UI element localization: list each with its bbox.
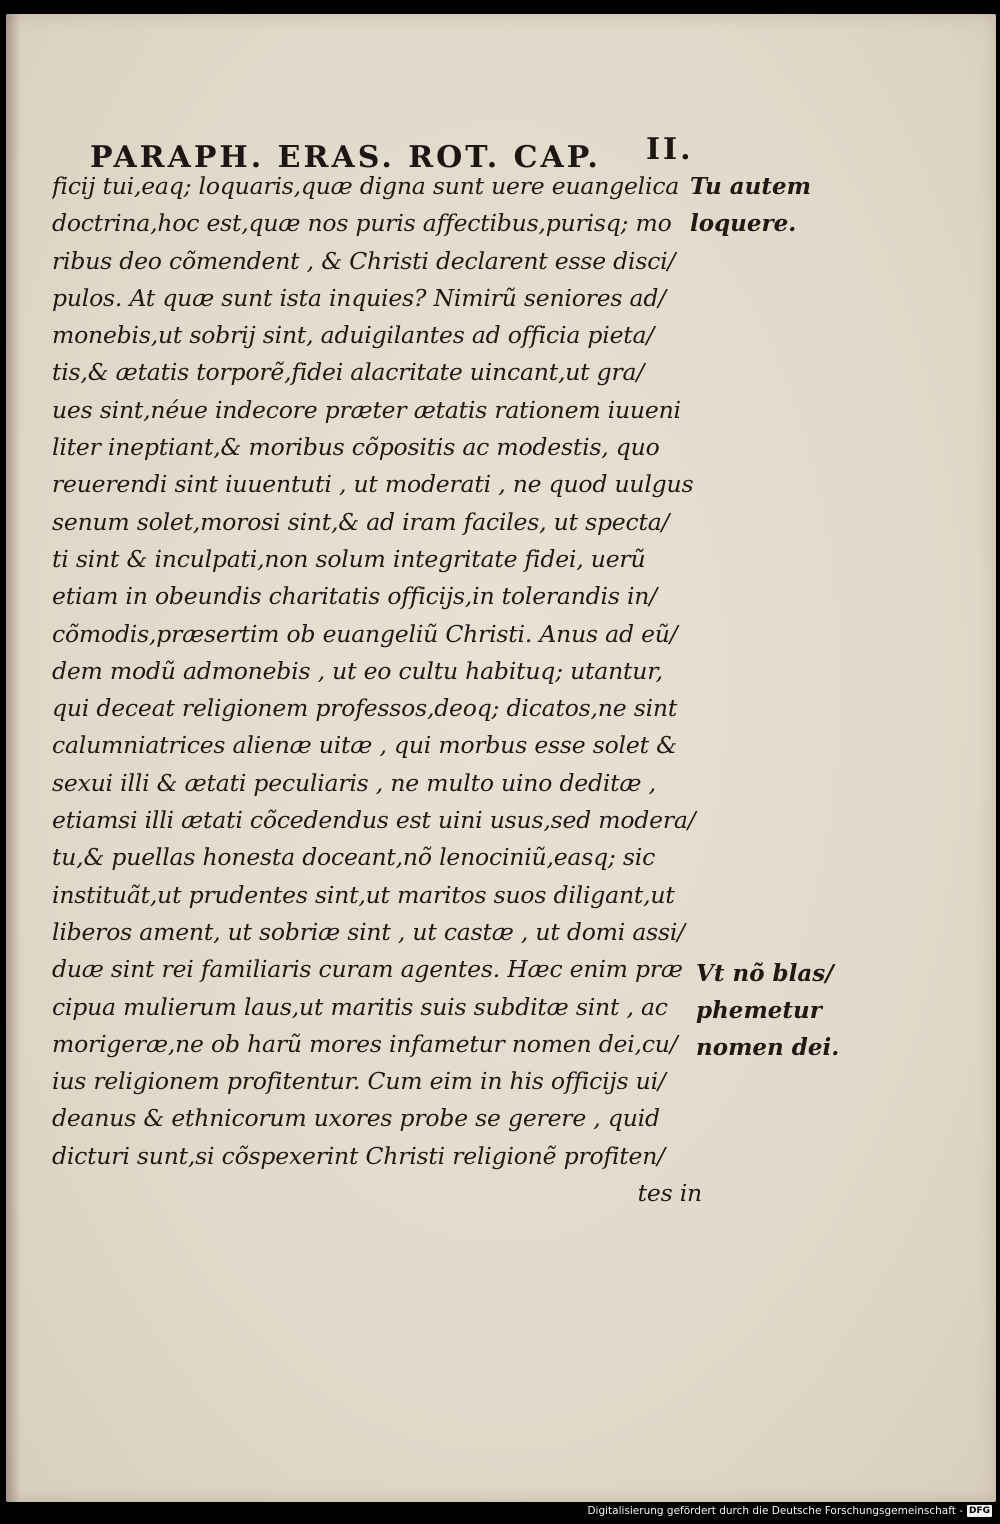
- body-text: [52, 168, 702, 1212]
- text-line: doctrina,hoc est,quæ nos puris affectibus,purisq; mo: [52, 209, 672, 238]
- text-line: dem modũ admonebis , ut eo cultu habituq; utantur,: [52, 656, 663, 685]
- text-line: tis,& ætatis torporẽ,fidei alacritate uincant,ut gra/: [52, 358, 645, 387]
- margin-note-line: Vt nõ blas/: [696, 960, 834, 987]
- text-line: liberos ament, ut sobriæ sint , ut castæ , ut domi assi/: [52, 917, 685, 946]
- text-line: pulos. At quæ sunt ista inquies? Nimirũ seniores ad/: [52, 283, 666, 312]
- text-line: sexui illi & ætati peculiaris , ne multo uino deditæ ,: [52, 768, 656, 797]
- text-line: ti sint & inculpati,non solum integritate fidei, uerũ: [52, 544, 646, 573]
- margin-note-line: nomen dei.: [696, 1034, 840, 1061]
- text-line: liter ineptiant,& moribus cõpositis ac modestis, quo: [52, 433, 660, 462]
- text-line: morigeræ,ne ob harũ mores infametur nomen dei,cu/: [52, 1029, 678, 1058]
- text-line: monebis,ut sobrij sint, aduigilantes ad officia pieta/: [52, 321, 655, 350]
- text-line: dicturi sunt,si cõspexerint Christi religionẽ profiten/: [52, 1141, 665, 1170]
- page-number: II.: [646, 132, 694, 167]
- text-line: etiam in obeundis charitatis officijs,in tolerandis in/: [52, 582, 657, 611]
- text-line: reuerendi sint iuuentuti , ut moderati , ne quod uulgus: [52, 470, 694, 499]
- credit-text: Digitalisierung gefördert durch die Deutsche Forschungsgemeinschaft -: [587, 1505, 963, 1517]
- text-line: duæ sint rei familiaris curam agentes. Hæc enim præ: [52, 955, 683, 984]
- text-line: instituãt,ut prudentes sint,ut maritos suos diligant,ut: [52, 880, 675, 909]
- margin-note-line: loquere.: [690, 210, 797, 237]
- text-line: qui deceat religionem professos,deoq; dicatos,ne sint: [52, 694, 678, 723]
- text-line: etiamsi illi ætati cõcedendus est uini usus,sed modera/: [52, 806, 696, 835]
- catchword: tes in: [637, 1179, 702, 1208]
- text-line: ius religionem profitentur. Cum eim in his officijs ui/: [52, 1067, 666, 1096]
- text-line: calumniatrices alienæ uitæ , qui morbus esse solet &: [52, 731, 677, 760]
- text-line: cõmodis,præsertim ob euangeliũ Christi. Anus ad eũ/: [52, 619, 678, 648]
- margin-note-top: [690, 168, 811, 242]
- text-line: senum solet,morosi sint,& ad iram faciles, ut specta/: [52, 507, 670, 536]
- text-line: cipua mulierum laus,ut maritis suis subditæ sint , ac: [52, 992, 668, 1021]
- digitization-credit: [587, 1504, 992, 1518]
- running-head-title: PARAPH. ERAS. ROT. CAP.: [90, 140, 601, 175]
- margin-note-line: phemetur: [696, 997, 822, 1024]
- text-line: ues sint,néue indecore præter ætatis rationem iuueni: [52, 395, 681, 424]
- text-line: ribus deo cõmendent , & Christi declarent esse disci/: [52, 246, 676, 275]
- text-line: deanus & ethnicorum uxores probe se gerere , quid: [52, 1104, 660, 1133]
- margin-note-line: Tu autem: [690, 173, 811, 200]
- dfg-logo: DFG: [968, 1506, 990, 1516]
- text-line: tu,& puellas honesta doceant,nõ lenociniũ,easq; sic: [52, 843, 656, 872]
- margin-note-bottom: [696, 955, 839, 1066]
- text-line: ficij tui,eaq; loquaris,quæ digna sunt uere euangelica: [52, 172, 680, 200]
